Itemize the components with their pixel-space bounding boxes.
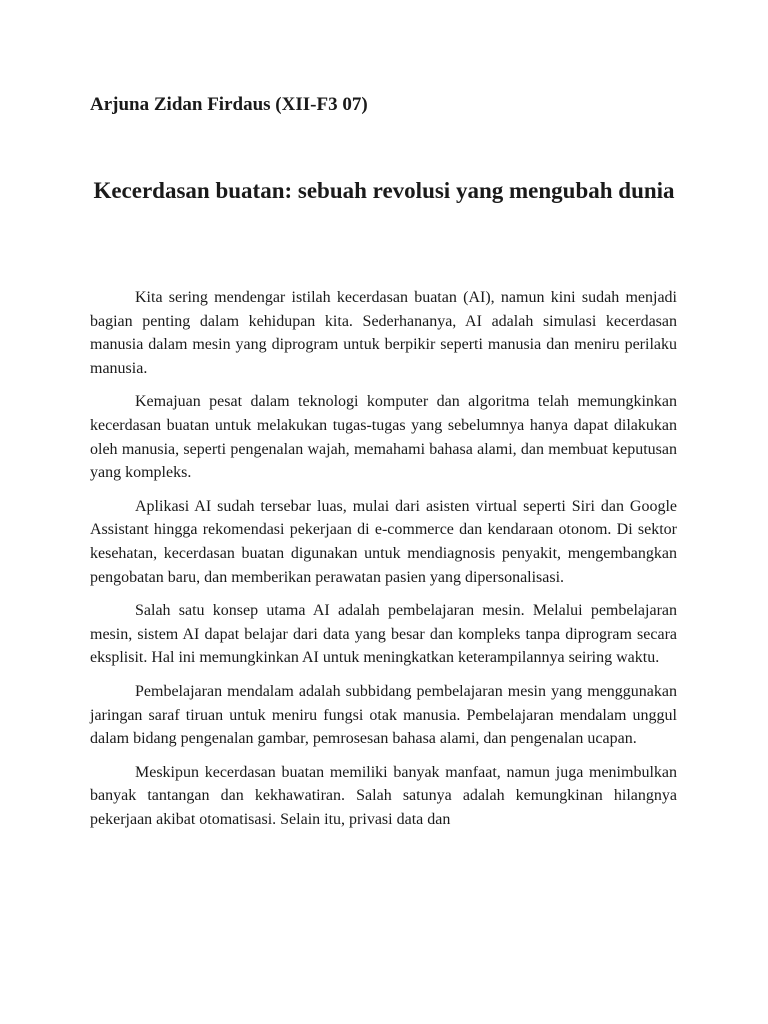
author-line: Arjuna Zidan Firdaus (XII-F3 07): [90, 94, 368, 115]
document-body: [90, 286, 677, 841]
paragraph-5: Pembelajaran mendalam adalah subbidang pembelajaran mesin yang menggunakan jaringan saraf tiruan untuk meniru fungsi otak manusia. Pembelajaran mendalam unggul dalam bidang pengenalan gambar, pemrosesan bahasa alami, dan pengenalan ucapan.: [90, 682, 677, 748]
paragraph-3: Aplikasi AI sudah tersebar luas, mulai dari asisten virtual seperti Siri dan Google Assistant hingga rekomendasi pekerjaan di e-commerce dan kendaraan otonom. Di sektor kesehatan, kecerdasan buatan digunakan untuk mendiagnosis penyakit, mengembangkan pengobatan baru, dan memberikan perawatan pasien yang dipersonalisasi.: [90, 497, 677, 586]
paragraph-6: Meskipun kecerdasan buatan memiliki banyak manfaat, namun juga menimbulkan banyak tantangan dan kekhawatiran. Salah satunya adalah kemungkinan hilangnya pekerjaan akibat otomatisasi. Selain itu, privasi data dan: [90, 763, 677, 828]
paragraph-4: Salah satu konsep utama AI adalah pembelajaran mesin. Melalui pembelajaran mesin, sistem AI dapat belajar dari data yang besar dan kompleks tanpa diprogram secara eksplisit. Hal ini memungkinkan AI untuk meningkatkan keterampilannya seiring waktu.: [90, 602, 677, 667]
document-title: Kecerdasan buatan: sebuah revolusi yang mengubah dunia: [93, 178, 675, 203]
paragraph-1: Kita sering mendengar istilah kecerdasan buatan (AI), namun kini sudah menjadi bagian penting dalam kehidupan kita. Sederhananya, AI adalah simulasi kecerdasan manusia dalam mesin yang diprogram untuk berpikir seperti manusia dan meniru perilaku manusia.: [90, 289, 677, 377]
paragraph-2: Kemajuan pesat dalam teknologi komputer dan algoritma telah memungkinkan kecerdasan buatan untuk melakukan tugas-tugas yang sebelumnya hanya dapat dilakukan oleh manusia, seperti pengenalan wajah, memahami bahasa alami, dan membuat keputusan yang kompleks.: [90, 393, 677, 482]
